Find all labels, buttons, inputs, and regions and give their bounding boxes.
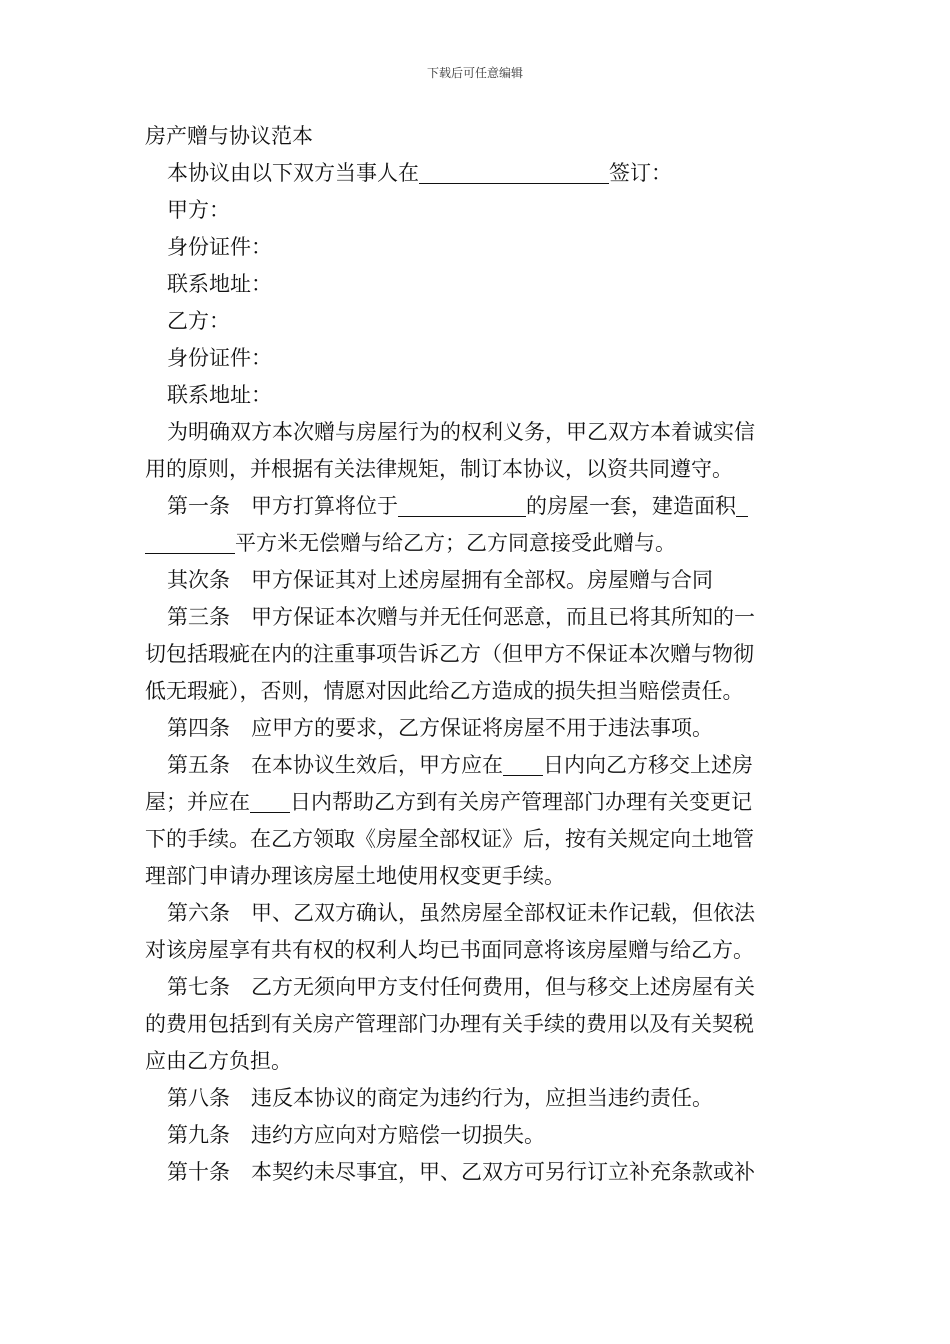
article-7-line-1: 第七条 乙方无须向甲方支付任何费用，但与移交上述房屋有关 bbox=[167, 975, 755, 999]
party-b-address: 联系地址： bbox=[167, 383, 272, 407]
article-5-text-a: 第五条 在本协议生效后，甲方应在 bbox=[167, 753, 503, 777]
article-5-line-1 bbox=[145, 747, 810, 784]
area-blank-start bbox=[736, 492, 748, 517]
signing-place-blank bbox=[419, 159, 609, 184]
article-1-line-1 bbox=[145, 488, 810, 525]
article-5-line-3: 下的手续。在乙方领取《房屋全部权证》后，按有关规定向土地管 bbox=[145, 827, 754, 851]
party-a-id: 身份证件： bbox=[167, 235, 272, 259]
location-blank bbox=[398, 492, 526, 517]
party-b-label: 乙方： bbox=[167, 309, 230, 333]
article-4-line-1: 第四条 应甲方的要求，乙方保证将房屋不用于违法事项。 bbox=[167, 716, 713, 740]
article-3-line-2: 切包括瑕疵在内的注重事项告诉乙方（但甲方不保证本次赠与物彻 bbox=[145, 642, 754, 666]
article-6-line-2: 对该房屋享有共有权的权利人均已书面同意将该房屋赠与给乙方。 bbox=[145, 938, 754, 962]
handover-days-blank bbox=[503, 751, 543, 776]
preamble-line-2: 用的原则，并根据有关法律规矩，制订本协议，以资共同遵守。 bbox=[145, 457, 733, 481]
document-title: 房产赠与协议范本 bbox=[145, 124, 313, 148]
preamble-line-1: 为明确双方本次赠与房屋行为的权利义务，甲乙双方本着诚实信 bbox=[167, 420, 755, 444]
intro-line bbox=[145, 155, 810, 192]
party-a-label: 甲方： bbox=[167, 198, 230, 222]
article-1-line-2 bbox=[145, 525, 810, 562]
article-3-line-1: 第三条 甲方保证本次赠与并无任何恶意，而且已将其所知的一 bbox=[167, 605, 755, 629]
document-body bbox=[145, 118, 810, 1191]
article-6-line-1: 第六条 甲、乙双方确认，虽然房屋全部权证未作记载，但依法 bbox=[167, 901, 755, 925]
article-3-line-3: 低无瑕疵），否则，情愿对因此给乙方造成的损失担当赔偿责任。 bbox=[145, 679, 744, 703]
area-blank bbox=[145, 529, 235, 554]
intro-text: 本协议由以下双方当事人在 bbox=[167, 161, 419, 185]
intro-text-end: 签订： bbox=[609, 161, 672, 185]
article-8-line-1: 第八条 违反本协议的商定为违约行为，应担当违约责任。 bbox=[167, 1086, 713, 1110]
transfer-days-blank bbox=[250, 788, 290, 813]
page-header: 下载后可任意编辑 bbox=[426, 66, 523, 80]
article-1-text-c: 平方米无偿赠与给乙方；乙方同意接受此赠与。 bbox=[235, 531, 676, 555]
article-1-text-b: 的房屋一套，建造面积 bbox=[526, 494, 736, 518]
article-10-line-1: 第十条 本契约未尽事宜，甲、乙双方可另行订立补充条款或补 bbox=[167, 1160, 755, 1184]
article-5-line-2 bbox=[145, 784, 810, 821]
article-5-text-d: 日内帮助乙方到有关房产管理部门办理有关变更记 bbox=[290, 790, 752, 814]
article-1-text-a: 第一条 甲方打算将位于 bbox=[167, 494, 398, 518]
article-5-line-4: 理部门申请办理该房屋土地使用权变更手续。 bbox=[145, 864, 565, 888]
party-a-address: 联系地址： bbox=[167, 272, 272, 296]
article-5-text-b: 日内向乙方移交上述房 bbox=[543, 753, 753, 777]
article-2-line-1: 其次条 甲方保证其对上述房屋拥有全部权。房屋赠与合同 bbox=[167, 568, 713, 592]
article-9-line-1: 第九条 违约方应向对方赔偿一切损失。 bbox=[167, 1123, 545, 1147]
article-7-line-3: 应由乙方负担。 bbox=[145, 1049, 292, 1073]
article-7-line-2: 的费用包括到有关房产管理部门办理有关手续的费用以及有关契税 bbox=[145, 1012, 754, 1036]
article-5-text-c: 屋；并应在 bbox=[145, 790, 250, 814]
party-b-id: 身份证件： bbox=[167, 346, 272, 370]
